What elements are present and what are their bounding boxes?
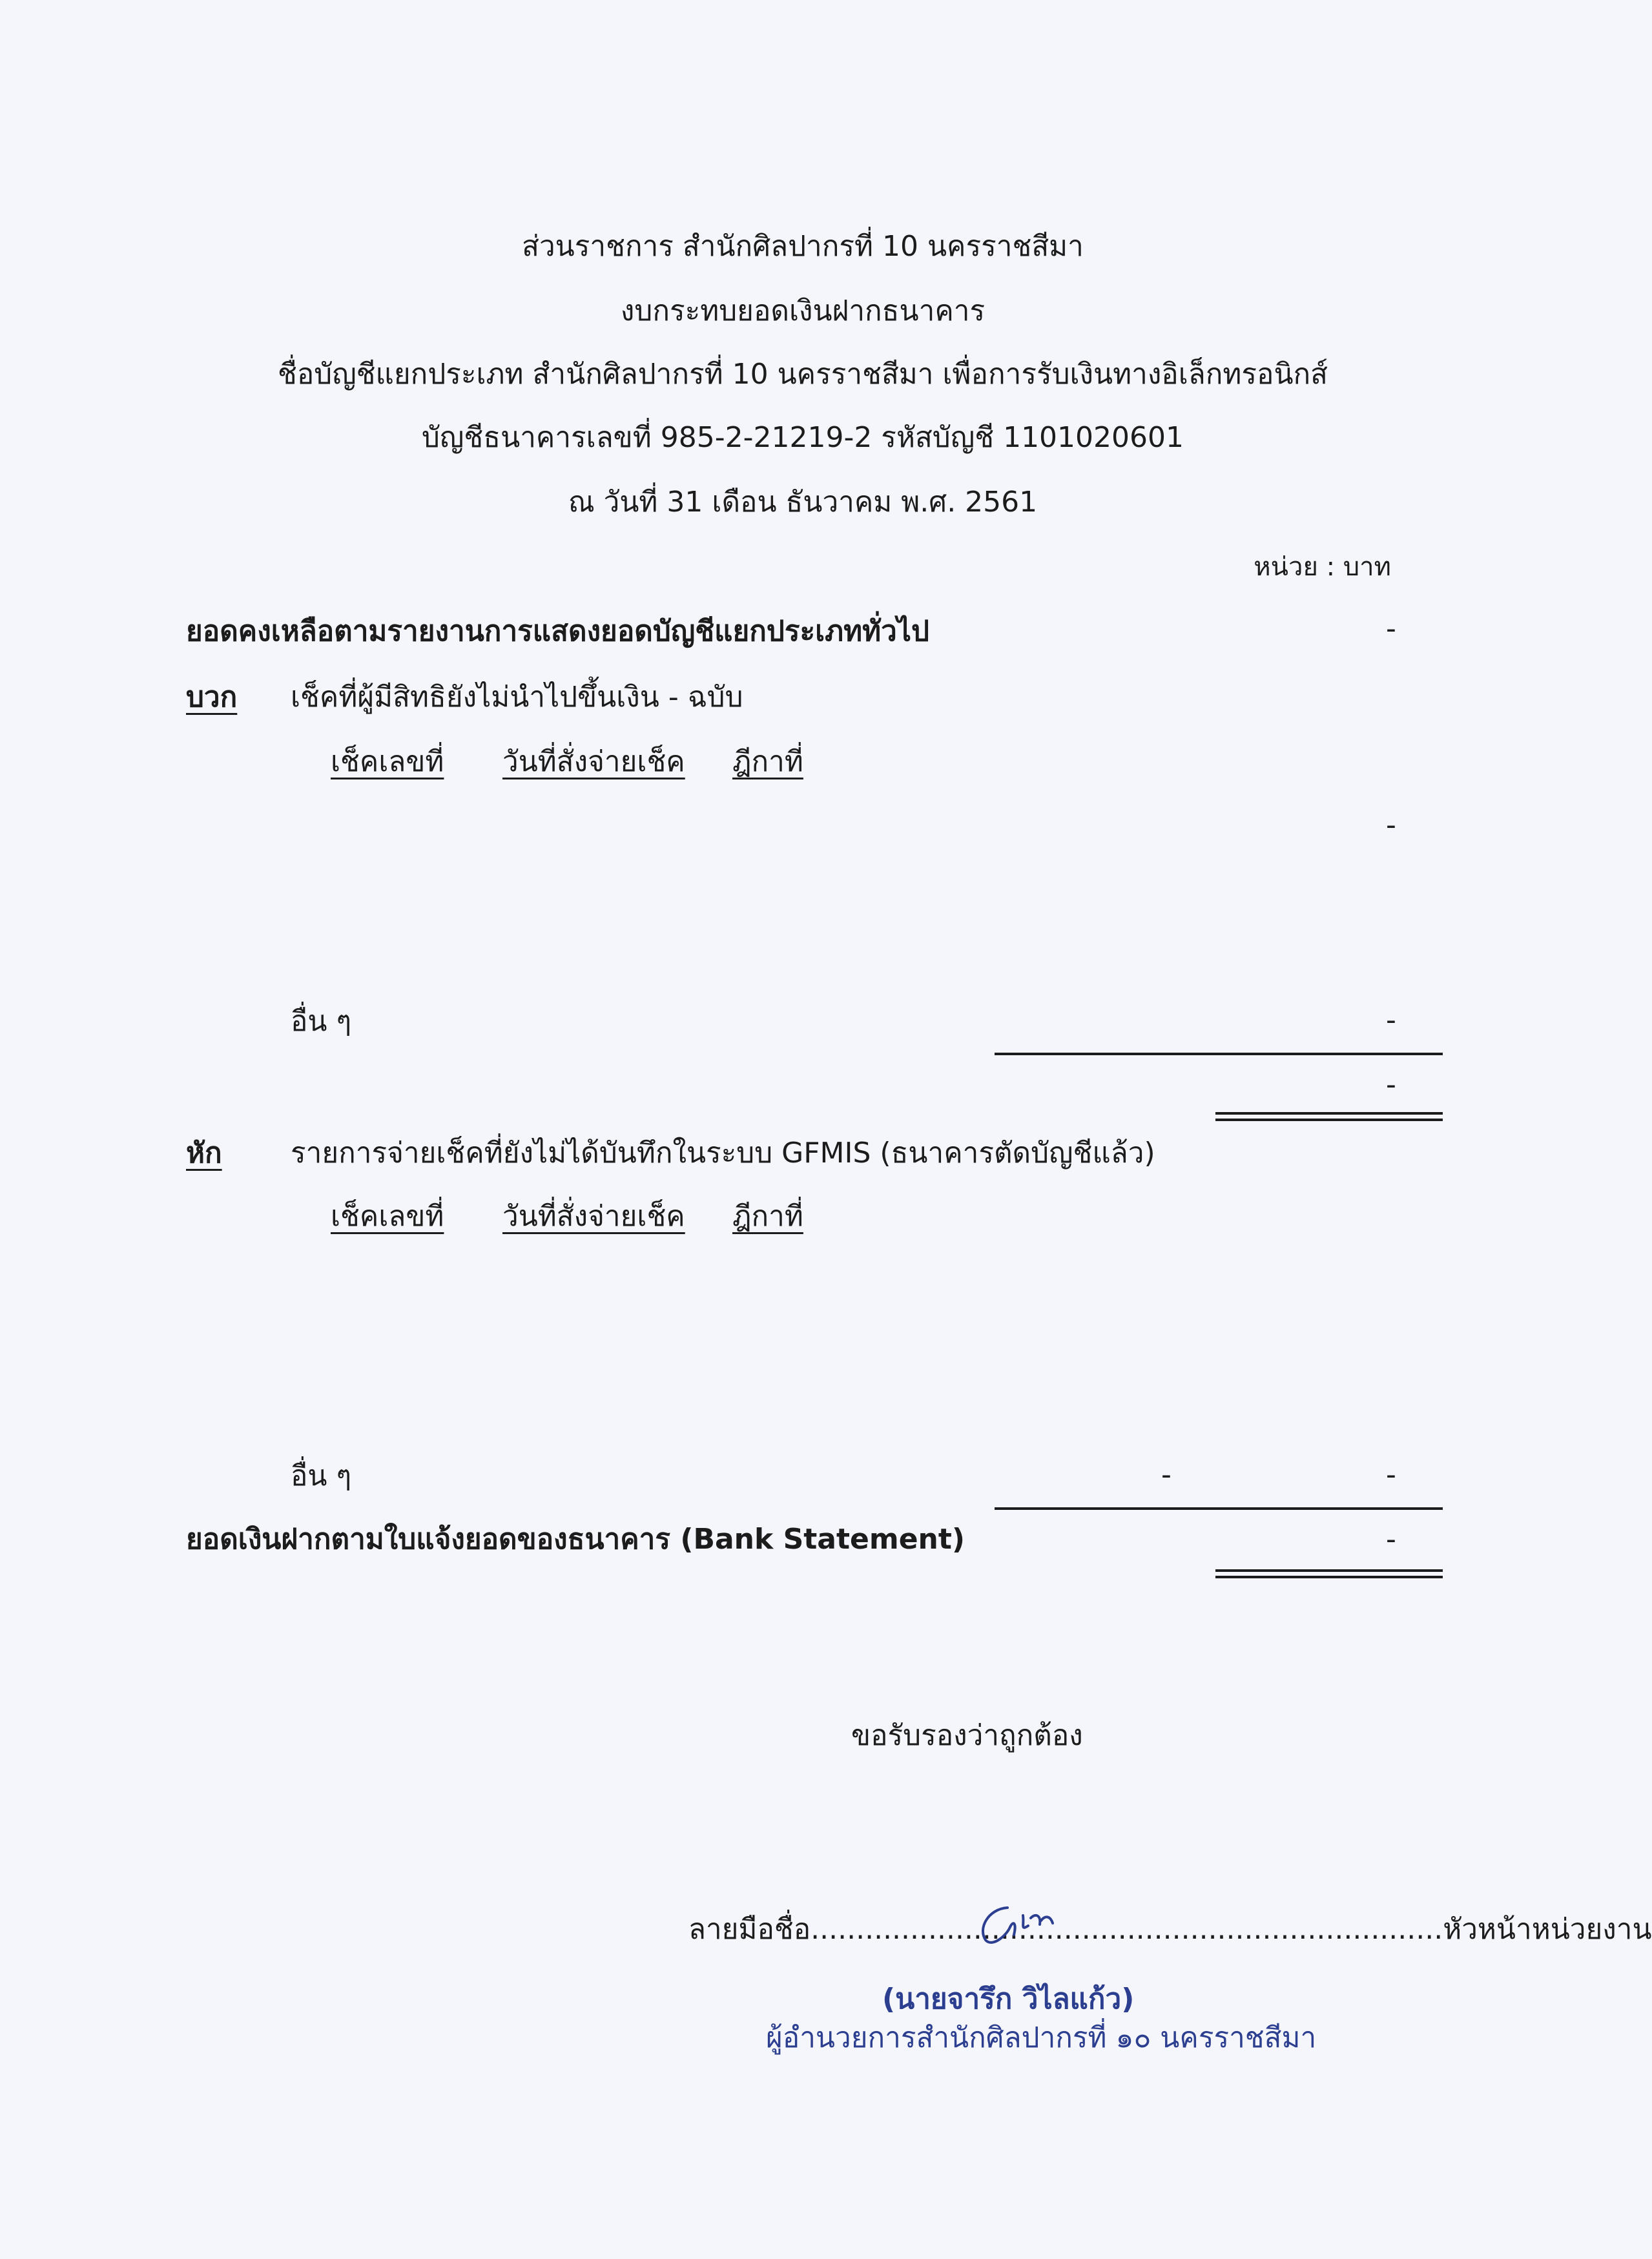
- header-line-5: ณ วันที่ 31 เดือน ธันวาคม พ.ศ. 2561: [568, 486, 1038, 519]
- signature-line: [688, 1915, 1652, 1944]
- add-cheque-amount: -: [1386, 809, 1396, 841]
- add-underline: [995, 1053, 1443, 1055]
- certify-text: ขอรับรองว่าถูกต้อง: [851, 1719, 1083, 1752]
- add-col-cheque-no: เช็คเลขที่: [331, 745, 444, 778]
- signature-label-suffix: หัวหน้าหน่วยงาน: [1443, 1913, 1652, 1946]
- add-label: บวก: [186, 681, 238, 714]
- add-other-amount: -: [1386, 1004, 1396, 1037]
- handwritten-signature: [969, 1896, 1072, 1954]
- deduct-other-label: อื่น ๆ: [291, 1460, 352, 1492]
- bank-double-underline-2: [1215, 1576, 1443, 1578]
- header-line-2: งบกระทบยอดเงินฝากธนาคาร: [620, 294, 986, 327]
- deduct-description: รายการจ่ายเช็คที่ยังไม่ได้บันทึกในระบบ GFMIS (ธนาคารตัดบัญชีแล้ว): [291, 1137, 1155, 1170]
- bank-double-underline-1: [1215, 1569, 1443, 1572]
- add-double-underline-2: [1215, 1119, 1443, 1121]
- add-subtotal: -: [1386, 1068, 1396, 1101]
- add-double-underline-1: [1215, 1112, 1443, 1115]
- signatory-name: (นายจารึก วิไลแก้ว): [882, 1983, 1135, 2016]
- bank-balance-label: ยอดเงินฝากตามใบแจ้งยอดของธนาคาร (Bank Statement): [186, 1523, 965, 1556]
- bank-balance-amount: -: [1386, 1523, 1396, 1556]
- deduct-col-cheque-no: เช็คเลขที่: [331, 1200, 444, 1233]
- add-col-cheque-date: วันที่สั่งจ่ายเช็ค: [502, 745, 685, 778]
- unit-label: หน่วย : บาท: [1254, 552, 1391, 582]
- add-col-voucher-no: ฎีกาที่: [732, 745, 803, 778]
- deduct-other-amount-2: -: [1386, 1458, 1396, 1491]
- deduct-label: หัก: [186, 1137, 222, 1170]
- signature-label-prefix: ลายมือชื่อ: [688, 1913, 811, 1946]
- deduct-col-cheque-date: วันที่สั่งจ่ายเช็ค: [502, 1200, 685, 1233]
- add-other-label: อื่น ๆ: [291, 1005, 352, 1038]
- deduct-other-amount-1: -: [1161, 1458, 1172, 1491]
- ledger-balance-amount: -: [1386, 612, 1396, 645]
- ledger-balance-label: ยอดคงเหลือตามรายงานการแสดงยอดบัญชีแยกประเภททั่วไป: [186, 615, 929, 648]
- deduct-col-voucher-no: ฎีกาที่: [732, 1200, 803, 1233]
- add-description: เช็คที่ผู้มีสิทธิยังไม่นำไปขึ้นเงิน - ฉบับ: [291, 681, 743, 714]
- header-line-1: ส่วนราชการ สำนักศิลปากรที่ 10 นครราชสีมา: [522, 230, 1084, 263]
- signature-dots: ......................................................................: [811, 1913, 1443, 1946]
- deduct-underline: [995, 1507, 1443, 1510]
- header-line-4: บัญชีธนาคารเลขที่ 985-2-21219-2 รหัสบัญชี 1101020601: [421, 421, 1184, 454]
- signatory-position: ผู้อำนวยการสำนักศิลปากรที่ ๑๐ นครราชสีมา: [766, 2021, 1317, 2054]
- header-line-3: ชื่อบัญชีแยกประเภท สำนักศิลปากรที่ 10 นครราชสีมา เพื่อการรับเงินทางอิเล็กทรอนิกส์: [277, 358, 1328, 391]
